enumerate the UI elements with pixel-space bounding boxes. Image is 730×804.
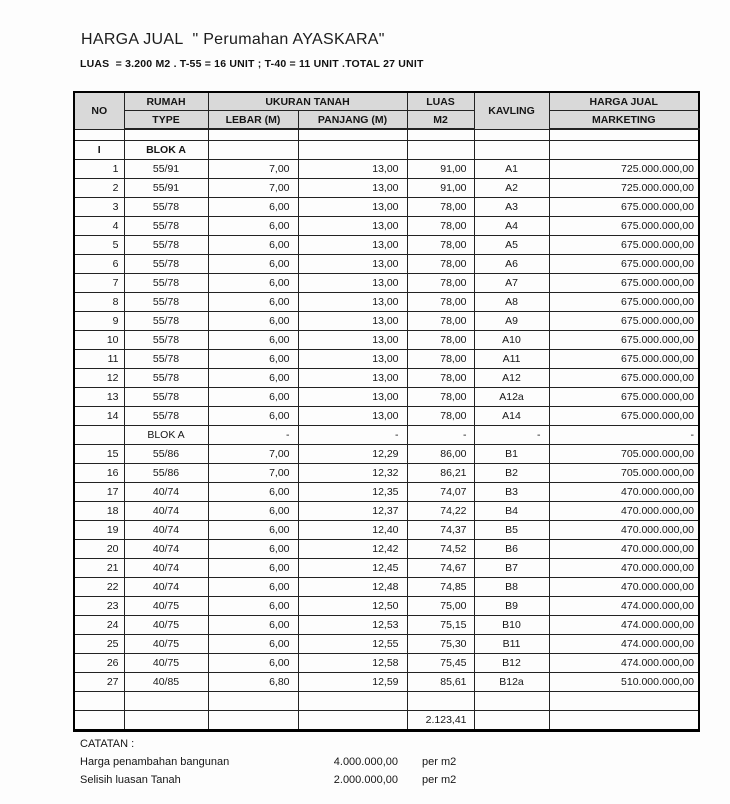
table-cell: 510.000.000,00 (549, 673, 699, 692)
table-cell (74, 711, 124, 731)
table-cell: 6,00 (208, 483, 298, 502)
table-cell: 6,00 (208, 578, 298, 597)
table-cell: 12 (74, 369, 124, 388)
table-row (74, 407, 699, 426)
table-cell: 6,00 (208, 521, 298, 540)
table-cell: 470.000.000,00 (549, 578, 699, 597)
header-no: NO (74, 92, 124, 129)
table-row (74, 160, 699, 179)
table-cell: 10 (74, 331, 124, 350)
table-cell: 40/75 (124, 616, 208, 635)
table-cell (298, 129, 407, 141)
page-subtitle: LUAS = 3.200 M2 . T-55 = 16 UNIT ; T-40 = 11 UNIT .TOTAL 27 UNIT (80, 58, 424, 70)
table-cell: B10 (474, 616, 549, 635)
table-cell: 13,00 (298, 388, 407, 407)
catatan-item-text: Harga penambahan bangunan (80, 756, 230, 768)
table-row-section (74, 141, 699, 160)
table-cell: 55/86 (124, 464, 208, 483)
table-cell: 78,00 (407, 255, 474, 274)
table-cell: 25 (74, 635, 124, 654)
catatan-item-value: 4.000.000,00 (333, 756, 398, 768)
table-cell (549, 129, 699, 141)
table-cell: 55/78 (124, 312, 208, 331)
table-row-spacer2 (74, 692, 699, 711)
table-cell: B11 (474, 635, 549, 654)
table-row (74, 236, 699, 255)
table-cell: 474.000.000,00 (549, 654, 699, 673)
table-cell: 12,45 (298, 559, 407, 578)
table-cell: 675.000.000,00 (549, 407, 699, 426)
table-cell: 3 (74, 198, 124, 217)
table-cell: 55/78 (124, 217, 208, 236)
table-cell: 5 (74, 236, 124, 255)
table-cell: B4 (474, 502, 549, 521)
table-cell: 725.000.000,00 (549, 179, 699, 198)
table-row-total (74, 711, 699, 731)
table-cell: 74,67 (407, 559, 474, 578)
table-cell: 26 (74, 654, 124, 673)
table-cell (74, 426, 124, 445)
table-cell: 6,00 (208, 255, 298, 274)
header-luas: LUAS (407, 92, 474, 111)
catatan-label: CATATAN : (80, 738, 135, 750)
table-cell: 1 (74, 160, 124, 179)
table-cell: 6,00 (208, 293, 298, 312)
table-cell: 40/75 (124, 597, 208, 616)
table-cell: - (208, 426, 298, 445)
table-cell: 12,32 (298, 464, 407, 483)
table-cell: 12,50 (298, 597, 407, 616)
table-cell: B5 (474, 521, 549, 540)
table-cell (407, 129, 474, 141)
table-cell: 55/78 (124, 331, 208, 350)
table-cell: 675.000.000,00 (549, 198, 699, 217)
table-row (74, 540, 699, 559)
table-cell: 55/91 (124, 179, 208, 198)
table-cell: B7 (474, 559, 549, 578)
catatan-row (80, 771, 456, 789)
table-cell: 470.000.000,00 (549, 502, 699, 521)
table-cell: A6 (474, 255, 549, 274)
catatan-item-text: Selisih luasan Tanah (80, 774, 181, 786)
table-cell: A4 (474, 217, 549, 236)
table-row (74, 388, 699, 407)
table-cell (474, 129, 549, 141)
table-cell (474, 711, 549, 731)
table-cell: 7 (74, 274, 124, 293)
header-rumah: RUMAH (124, 92, 208, 111)
page-title: HARGA JUAL " Perumahan AYASKARA" (81, 31, 385, 48)
table-cell: 55/78 (124, 274, 208, 293)
table-cell: 13,00 (298, 236, 407, 255)
table-cell (407, 141, 474, 160)
table-cell: 12,55 (298, 635, 407, 654)
table-cell: A3 (474, 198, 549, 217)
table-cell: 75,45 (407, 654, 474, 673)
table-cell: 6,00 (208, 369, 298, 388)
table-row (74, 217, 699, 236)
price-table-header (74, 92, 699, 129)
table-row (74, 369, 699, 388)
table-cell: 40/74 (124, 559, 208, 578)
table-cell: 675.000.000,00 (549, 350, 699, 369)
catatan-item-unit: per m2 (422, 774, 457, 786)
table-row (74, 654, 699, 673)
table-cell: 13,00 (298, 179, 407, 198)
table-cell: 6,00 (208, 236, 298, 255)
table-row (74, 293, 699, 312)
table-cell: 675.000.000,00 (549, 388, 699, 407)
table-cell: 55/91 (124, 160, 208, 179)
table-row-dash (74, 426, 699, 445)
table-cell: 675.000.000,00 (549, 369, 699, 388)
table-cell (549, 141, 699, 160)
table-cell: 725.000.000,00 (549, 160, 699, 179)
table-cell (208, 129, 298, 141)
table-cell: - (407, 426, 474, 445)
table-cell: 675.000.000,00 (549, 312, 699, 331)
table-cell (124, 692, 208, 711)
table-cell: 55/78 (124, 369, 208, 388)
table-row (74, 673, 699, 692)
table-cell: 13,00 (298, 369, 407, 388)
price-table-body (74, 129, 699, 731)
table-cell: 21 (74, 559, 124, 578)
table-cell: 675.000.000,00 (549, 274, 699, 293)
table-cell: 13,00 (298, 350, 407, 369)
table-cell: 12,53 (298, 616, 407, 635)
table-cell: 78,00 (407, 198, 474, 217)
table-cell: 13,00 (298, 217, 407, 236)
table-row (74, 331, 699, 350)
table-cell: 78,00 (407, 236, 474, 255)
table-cell: 6,00 (208, 274, 298, 293)
table-cell: 74,07 (407, 483, 474, 502)
table-cell: B8 (474, 578, 549, 597)
table-row (74, 578, 699, 597)
table-cell: 12,29 (298, 445, 407, 464)
catatan-item-unit: per m2 (422, 756, 457, 768)
table-cell: 55/78 (124, 236, 208, 255)
table-cell: 13 (74, 388, 124, 407)
table-cell: 91,00 (407, 160, 474, 179)
table-cell (208, 711, 298, 731)
table-cell: 13,00 (298, 331, 407, 350)
table-cell: 675.000.000,00 (549, 293, 699, 312)
table-cell: 78,00 (407, 293, 474, 312)
table-cell: - (549, 426, 699, 445)
table-cell: A1 (474, 160, 549, 179)
table-cell: 55/78 (124, 255, 208, 274)
table-cell: A2 (474, 179, 549, 198)
table-cell: 55/86 (124, 445, 208, 464)
table-cell: 675.000.000,00 (549, 236, 699, 255)
table-cell: 2 (74, 179, 124, 198)
table-cell: B2 (474, 464, 549, 483)
header-lebar: LEBAR (M) (208, 111, 298, 130)
table-cell: 4 (74, 217, 124, 236)
table-cell: 12,48 (298, 578, 407, 597)
table-cell: 6,00 (208, 635, 298, 654)
table-cell (549, 692, 699, 711)
table-cell: 74,85 (407, 578, 474, 597)
table-cell: 6,00 (208, 312, 298, 331)
table-cell: 6,00 (208, 407, 298, 426)
table-cell: 12,37 (298, 502, 407, 521)
table-cell (298, 141, 407, 160)
table-cell: 20 (74, 540, 124, 559)
table-cell: 22 (74, 578, 124, 597)
header-marketing: MARKETING (549, 111, 699, 130)
table-cell: 74,22 (407, 502, 474, 521)
table-cell: A12 (474, 369, 549, 388)
table-cell: B12a (474, 673, 549, 692)
header-type: TYPE (124, 111, 208, 130)
table-cell: 6,00 (208, 559, 298, 578)
table-cell: 27 (74, 673, 124, 692)
table-cell: 474.000.000,00 (549, 597, 699, 616)
table-cell: 86,21 (407, 464, 474, 483)
table-cell: 85,61 (407, 673, 474, 692)
table-cell: 6,00 (208, 331, 298, 350)
table-row (74, 502, 699, 521)
table-cell: 78,00 (407, 274, 474, 293)
table-cell: 675.000.000,00 (549, 255, 699, 274)
table-cell: 75,00 (407, 597, 474, 616)
table-cell: 55/78 (124, 407, 208, 426)
header-harga-jual: HARGA JUAL (549, 92, 699, 111)
table-cell: 74,37 (407, 521, 474, 540)
table-cell: B6 (474, 540, 549, 559)
table-cell: 7,00 (208, 160, 298, 179)
table-cell: BLOK A (124, 426, 208, 445)
table-cell (208, 692, 298, 711)
table-cell: 7,00 (208, 464, 298, 483)
table-cell: 12,42 (298, 540, 407, 559)
table-row (74, 179, 699, 198)
table-cell: B1 (474, 445, 549, 464)
table-row (74, 597, 699, 616)
table-cell: 40/74 (124, 521, 208, 540)
table-cell: A10 (474, 331, 549, 350)
table-cell: 6,00 (208, 597, 298, 616)
table-cell: 40/85 (124, 673, 208, 692)
table-cell: 470.000.000,00 (549, 521, 699, 540)
table-cell: 9 (74, 312, 124, 331)
table-cell: 78,00 (407, 388, 474, 407)
table-cell: A5 (474, 236, 549, 255)
table-row (74, 616, 699, 635)
table-cell: 40/75 (124, 635, 208, 654)
table-cell: 13,00 (298, 312, 407, 331)
table-cell: 23 (74, 597, 124, 616)
table-cell: 6,00 (208, 502, 298, 521)
table-cell: 474.000.000,00 (549, 616, 699, 635)
table-cell: 6,00 (208, 350, 298, 369)
table-cell: 705.000.000,00 (549, 445, 699, 464)
table-cell: 78,00 (407, 217, 474, 236)
table-cell: 12,35 (298, 483, 407, 502)
table-cell: 12,58 (298, 654, 407, 673)
table-cell: A14 (474, 407, 549, 426)
table-row (74, 312, 699, 331)
table-cell: A8 (474, 293, 549, 312)
table-cell: 6,00 (208, 388, 298, 407)
table-cell: 474.000.000,00 (549, 635, 699, 654)
table-cell: I (74, 141, 124, 160)
table-cell: 40/75 (124, 654, 208, 673)
table-cell: 91,00 (407, 179, 474, 198)
table-cell: 13,00 (298, 274, 407, 293)
table-cell: 14 (74, 407, 124, 426)
table-cell (298, 692, 407, 711)
table-cell (124, 129, 208, 141)
table-row (74, 255, 699, 274)
table-row (74, 445, 699, 464)
table-cell: B3 (474, 483, 549, 502)
header-panjang: PANJANG (M) (298, 111, 407, 130)
table-cell: 78,00 (407, 369, 474, 388)
table-cell: 24 (74, 616, 124, 635)
table-cell: BLOK A (124, 141, 208, 160)
catatan-section (80, 735, 456, 789)
table-cell: B12 (474, 654, 549, 673)
table-cell: 16 (74, 464, 124, 483)
table-cell: 19 (74, 521, 124, 540)
table-cell: A7 (474, 274, 549, 293)
catatan-row (80, 753, 456, 771)
table-cell: 75,30 (407, 635, 474, 654)
table-cell: 86,00 (407, 445, 474, 464)
table-cell (407, 692, 474, 711)
table-cell: 40/74 (124, 540, 208, 559)
table-cell (74, 692, 124, 711)
table-cell (549, 711, 699, 731)
table-row (74, 198, 699, 217)
table-cell: 40/74 (124, 578, 208, 597)
table-cell: 12,40 (298, 521, 407, 540)
header-kavling: KAVLING (474, 92, 549, 129)
table-cell: 675.000.000,00 (549, 217, 699, 236)
table-cell: 75,15 (407, 616, 474, 635)
table-cell: 6,00 (208, 198, 298, 217)
table-cell: 470.000.000,00 (549, 559, 699, 578)
table-cell: 55/78 (124, 293, 208, 312)
table-cell: 78,00 (407, 350, 474, 369)
table-cell: A12a (474, 388, 549, 407)
table-cell: A9 (474, 312, 549, 331)
table-cell: 55/78 (124, 350, 208, 369)
table-cell: 705.000.000,00 (549, 464, 699, 483)
table-cell: 18 (74, 502, 124, 521)
table-cell: 470.000.000,00 (549, 540, 699, 559)
table-row (74, 559, 699, 578)
header-m2: M2 (407, 111, 474, 130)
table-cell: 7,00 (208, 179, 298, 198)
table-cell: 55/78 (124, 388, 208, 407)
table-cell: 11 (74, 350, 124, 369)
table-cell: 78,00 (407, 312, 474, 331)
table-cell: 6,80 (208, 673, 298, 692)
table-row (74, 350, 699, 369)
table-cell: 6,00 (208, 616, 298, 635)
table-cell: 78,00 (407, 331, 474, 350)
table-cell: 6,00 (208, 217, 298, 236)
price-table (73, 91, 700, 732)
table-cell: 6 (74, 255, 124, 274)
table-cell: 470.000.000,00 (549, 483, 699, 502)
table-cell: A11 (474, 350, 549, 369)
table-row (74, 483, 699, 502)
table-cell: 78,00 (407, 407, 474, 426)
header-ukuran-tanah: UKURAN TANAH (208, 92, 407, 111)
table-cell: 13,00 (298, 160, 407, 179)
table-cell: 40/74 (124, 502, 208, 521)
table-cell (124, 711, 208, 731)
table-row (74, 274, 699, 293)
table-row (74, 464, 699, 483)
table-cell: 13,00 (298, 293, 407, 312)
table-row (74, 521, 699, 540)
table-cell (208, 141, 298, 160)
table-cell (298, 711, 407, 731)
table-cell: 40/74 (124, 483, 208, 502)
table-cell: 13,00 (298, 255, 407, 274)
table-cell: 8 (74, 293, 124, 312)
table-cell: 7,00 (208, 445, 298, 464)
table-cell: - (474, 426, 549, 445)
table-cell: 12,59 (298, 673, 407, 692)
table-cell: 13,00 (298, 198, 407, 217)
table-cell: 6,00 (208, 654, 298, 673)
table-cell: B9 (474, 597, 549, 616)
table-cell (474, 141, 549, 160)
table-cell (474, 692, 549, 711)
table-cell: 55/78 (124, 198, 208, 217)
table-row (74, 635, 699, 654)
table-cell: 2.123,41 (407, 711, 474, 731)
table-row-spacer1 (74, 129, 699, 141)
table-cell: 15 (74, 445, 124, 464)
table-cell: 13,00 (298, 407, 407, 426)
table-cell: 74,52 (407, 540, 474, 559)
table-cell: 6,00 (208, 540, 298, 559)
table-cell: 675.000.000,00 (549, 331, 699, 350)
table-cell (74, 129, 124, 141)
table-cell: - (298, 426, 407, 445)
catatan-item-value: 2.000.000,00 (333, 774, 398, 786)
table-cell: 17 (74, 483, 124, 502)
